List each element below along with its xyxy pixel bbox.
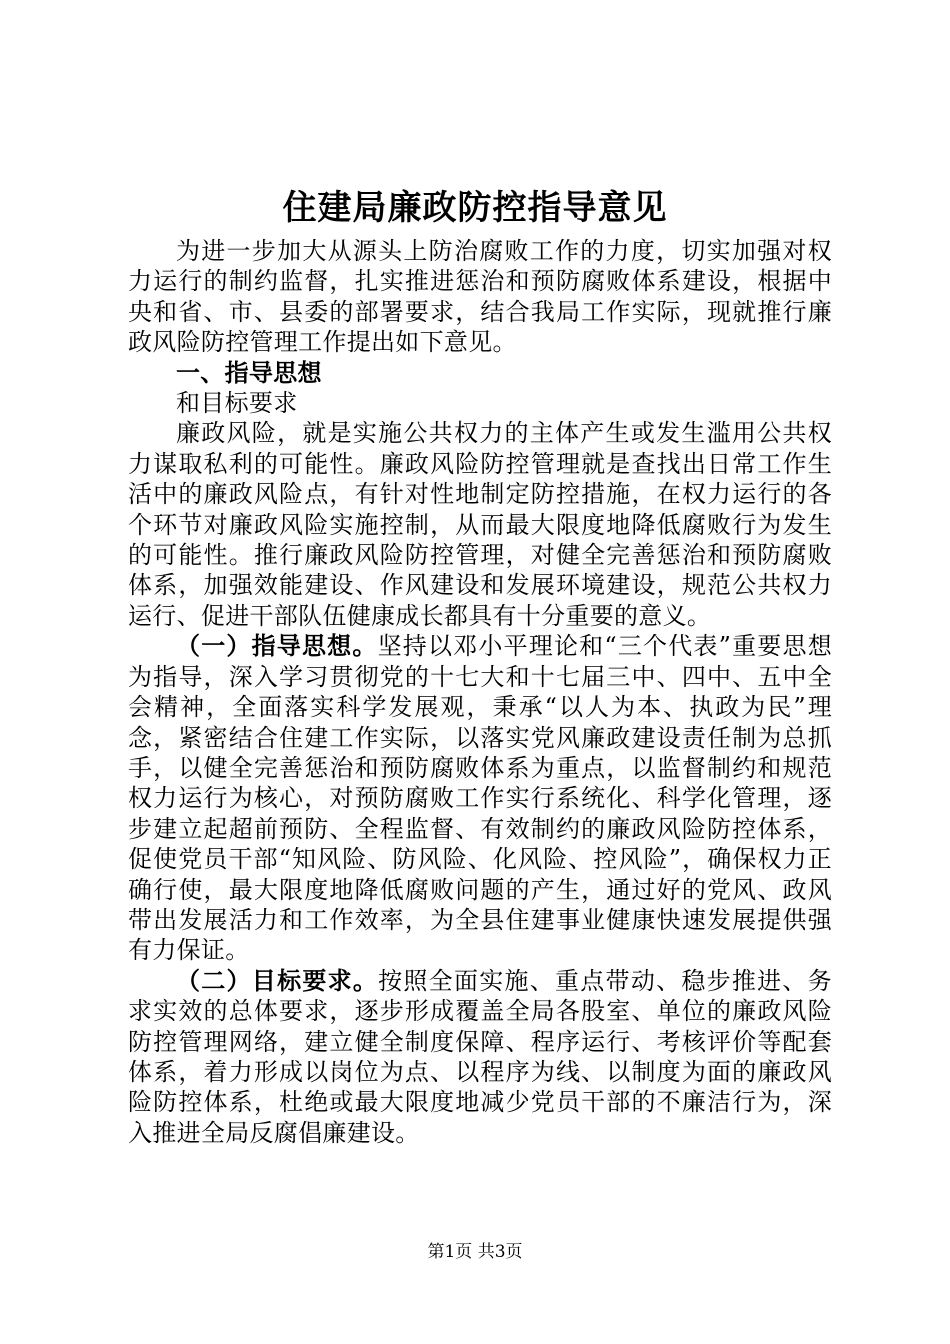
goal-requirement-lead: （二）目标要求。	[176, 965, 379, 995]
risk-definition-paragraph: 廉政风险，就是实施公共权力的主体产生或发生滥用公共权力谋取私利的可能性。廉政风险防控管理就是查找出日常工作生活中的廉政风险点，有针对性地制定防控措施，在权力运行的各个环节对廉政风险实施控制，从而最大限度地降低腐败行为发生的可能性。推行廉政风险防控管理，对健全完善惩治和预防腐败体系，加强效能建设、作风建设和发展环境建设，规范公共权力运行、促进干部队伍健康成长都具有十分重要的意义。	[128, 419, 832, 630]
section-subheading: 和目标要求	[176, 389, 298, 418]
goal-requirement-paragraph	[128, 966, 832, 1148]
guiding-thought-text: 坚持以邓小平理论和“三个代表”重要思想为指导，深入学习贯彻党的十七大和十七届三中、四中、五中全会精神，全面落实科学发展观，秉承“以人为本、执政为民”理念，紧密结合住建工作实际，以落实党风廉政建设责任制为总抓手，以健全完善惩治和预防腐败体系为重点，以监督制约和规范权力运行为核心，对预防腐败工作实行系统化、科学化管理，逐步建立起超前预防、全程监督、有效制约的廉政风险防控体系，促使党员干部“知风险、防风险、化风险、控风险”，确保权力正确行使，最大限度地降低腐败问题的产生，通过好的党风、政风带出发展活力和工作效率，为全县住建事业健康快速发展提供强有力保证。	[128, 632, 832, 965]
page-footer: 第1页 共3页	[427, 1242, 523, 1262]
guiding-thought-paragraph	[128, 631, 832, 965]
document-title: 住建局廉政防控指导意见	[282, 188, 668, 228]
document-body	[128, 236, 832, 1148]
goal-requirement-text: 按照全面实施、重点带动、稳步推进、务求实效的总体要求，逐步形成覆盖全局各股室、单位的廉政风险防控管理网络，建立健全制度保障、程序运行、考核评价等配套体系，着力形成以岗位为点、以程序为线、以制度为面的廉政风险防控体系，杜绝或最大限度地减少党员干部的不廉洁行为，深入推进全局反腐倡廉建设。	[128, 966, 832, 1147]
intro-paragraph: 为进一步加大从源头上防治腐败工作的力度，切实加强对权力运行的制约监督，扎实推进惩治和预防腐败体系建设，根据中央和省、市、县委的部署要求，结合我局工作实际，现就推行廉政风险防控管理工作提出如下意见。	[128, 237, 832, 357]
guiding-thought-lead: （一）指导思想。	[176, 631, 378, 661]
section-heading: 一、指导思想	[176, 357, 322, 387]
